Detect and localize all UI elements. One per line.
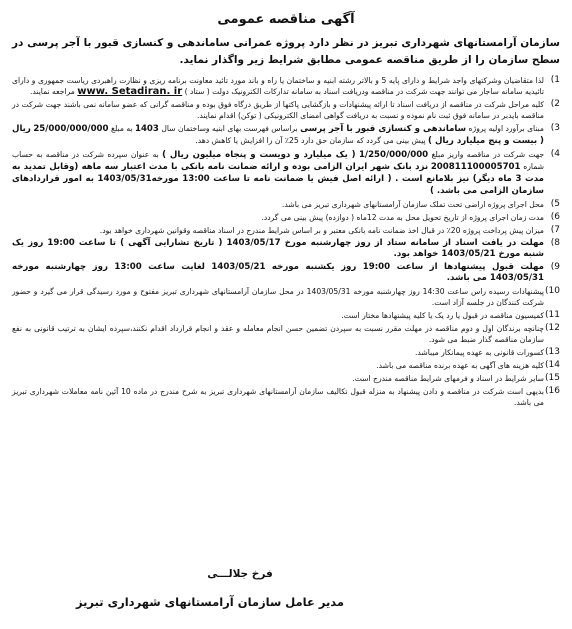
item-text (12, 123, 544, 147)
list-item (12, 386, 560, 408)
price-list-year: 1403 (134, 124, 159, 134)
estimate-amount: 25/000/000/000 (33, 124, 109, 134)
list-item (12, 360, 560, 371)
setadiran-link[interactable]: www. Setadiran. ir (77, 86, 183, 97)
item-text: محل اجرای پروژه اراضی تحت تملک سازمان آرامستانهای شهرداری تبریز می باشد. (281, 200, 544, 209)
item-number: 10) (545, 286, 560, 296)
item-text: سایر شرایط در اسناد و فرمهای شرایط مناقصه مندرج است. (352, 374, 544, 383)
signatory-title: مدیر عامل سازمان آرامستانهای شهرداری تبریز (75, 595, 345, 609)
item-text-part: جهت شرکت در مناقصه واریز مبلغ (431, 150, 545, 159)
list-item (12, 323, 560, 345)
item-text: کلیه مراحل شرکت در مناقصه از دریافت اسناد تا ارائه پیشنهادات و بازگشایی پاکتها از طریق درگاه فوق بوده و مناقصه گرانی که عضو سامانه نمی باشند جهت شرکت در مناقصه بایدبر در سامانه فوق ثبت نام نموده و نسبت به دریافت گواهی امضای الکترونیکی ( توکن) اقدام نمایند. (12, 100, 544, 120)
list-item (12, 286, 560, 308)
item-text: میزان پیش پرداخت پروژه 20٪ در قبال اخذ ضمانت نامه بانکی معتبر و بر اساس شرایط مندرج در اسناد مناقصه وقوانین شهرداری خواهد بود. (99, 226, 544, 235)
item-number: 6) (550, 212, 560, 222)
item-text: مهلت در یافت اسناد از سامانه ستاد از روز چهارشنبه مورخ 1403/05/17 ( تاریخ تشارایی آگهی ) تا ساعت 19:00 روز یک شنبه مورخ 1403/05/21 خواهد بود. (12, 238, 544, 259)
item-text: کسورات قانونی به عهده پیمانکار میباشد. (414, 348, 544, 357)
account-number: 200811100005701 (430, 162, 521, 172)
list-item (12, 373, 560, 384)
item-text: مدت زمان اجرای پروژه از تاریخ تحویل محل به مدت 12ماه ( دوازده) پیش بینی می گردد. (261, 213, 544, 222)
item-number: 7) (550, 225, 560, 235)
estimate-amount-words: ریال ( بیست و پنج میلیارد ریال ) (12, 124, 544, 146)
deposit-amount: 1/250/000/000 (358, 150, 429, 160)
item-text-part: به عنوان سپرده شرکت در مناقصه به حساب شماره (12, 150, 544, 171)
item-text: مهلت قبول پیشنهادها از ساعت 19:00 روز یکشنبه مورخه 1403/05/21 لغایت ساعت 13:00 روز چهارشنبه مورخه 1403/05/31 می باشد. (12, 262, 544, 283)
item-text-part: مبنای برآورد اولیه پروژه (468, 124, 544, 133)
list-item (12, 212, 560, 223)
project-name: ساماندهی و کنسازی قبور با آجر پرسی (300, 124, 467, 134)
item-text-part: به مبلغ (110, 124, 133, 133)
list-item (12, 149, 560, 197)
item-number: 9) (550, 262, 560, 272)
deposit-amount-words: ( یک میلیارد و دویست و پنجاه میلیون ریال ) (162, 150, 356, 160)
item-number: 1) (550, 75, 560, 85)
item-number: 12) (545, 323, 560, 333)
list-item (12, 347, 560, 358)
notice-intro: سازمان آرامستانهای شهرداری تبریز در نظر دارد پروژه عمرانی ساماندهی و کنسازی قبور با آجر پرسی در سطح سازمان را از طریق مناقصه عمومی مطابق شرایط زیر واگذار نماید. (12, 37, 560, 66)
item-text (12, 149, 544, 197)
item-text-part: مراجعه نمایند. (30, 87, 75, 96)
list-item (12, 75, 560, 97)
item-text: بدیهی است شرکت در مناقصه و دادن پیشنهاد به منزله قبول تکالیف سازمان آرامستانهای شهرداری تبریز به شرح مندرج در ماده 10 آئین نامه معاملات شهرداری تبریز می باشد. (12, 387, 544, 407)
list-item (12, 123, 560, 147)
list-item (12, 225, 560, 236)
item-text: کلیه هزینه های آگهی به عهده برنده مناقصه می باشد. (376, 361, 544, 370)
list-item (12, 99, 560, 121)
signatory-name: فرخ جلالـــی (207, 568, 273, 580)
item-text-part: نزد بانک شهر ایران الزامی بوده و ارائه ضمانت نامه بانکی با مدت اعتبار سه ماهه (وقابل تمدید به مدت 3 ماه دیگر) نیز بلامانع است . ( ارائه اصل فیش یا ضمانت نامه تا ساعت 13:00 مورخه1403/05/31 به امور قراردادهای سازمان الزامی می باشد. ) (12, 162, 544, 196)
item-text (12, 75, 544, 97)
item-text-part: براساس فهرست بهای ابنیه وساختمان سال (161, 124, 298, 133)
item-text: پیشنهادات رسیده راس ساعت 14:30 روز چهارشنبه مورخه 1403/05/31 در محل سازمان آرامستانهای شهرداری تبریز مفتوح و مورد رسیدگی قرار می گیرد و حضور شرکت کنندگان در جلسه آزاد است. (12, 287, 545, 307)
list-item (12, 238, 560, 260)
item-number: 5) (550, 199, 560, 209)
item-number: 14) (545, 360, 560, 370)
item-number: 8) (550, 238, 560, 248)
list-item (12, 310, 560, 321)
item-text-part: پیش بینی می گردد که سازمان حق دارد 25٪ آن را افزایش یا کاهش دهد. (195, 136, 426, 145)
item-text-part: لذا متقاضیان وشرکتهای واجد شرایط و دارای پایه 5 و بالاتر رشته ابنیه و ساختمان یا راه و باند مورد تائید معاونت برنامه ریزی و نظارت راهبردی ریاست جمهوری و دارای تائیدیه سامانه ساجار می توانند جهت شرکت در مناقصه ودریافت اسناد به سامانه تدارکات الکترونیک دولت ( ستاد ) (12, 76, 544, 96)
notice-title: آگهی مناقصه عمومی (217, 12, 355, 27)
item-number: 16) (545, 386, 560, 396)
list-item (12, 199, 560, 210)
item-number: 4) (550, 149, 560, 159)
item-number: 11) (545, 310, 560, 320)
item-number: 15) (545, 373, 560, 383)
item-text: کمیسیون مناقصه در قبول یا رد یک یا کلیه پیشنهادها مختار است. (341, 311, 544, 320)
item-text: چنانچه برندگان اول و دوم مناقصه در مهلت مقرر نسبت به سپردن تضمین حسن انجام معامله و عقد و انجام قرارداد اقدام نکنند،سپرده ایشان به ترتیب قانونی به نفع سازمان مناقصه گذار ضبط می شود. (12, 324, 544, 344)
list-item (12, 262, 560, 284)
item-number: 2) (550, 99, 560, 109)
item-number: 13) (545, 347, 560, 357)
item-number: 3) (550, 123, 560, 133)
